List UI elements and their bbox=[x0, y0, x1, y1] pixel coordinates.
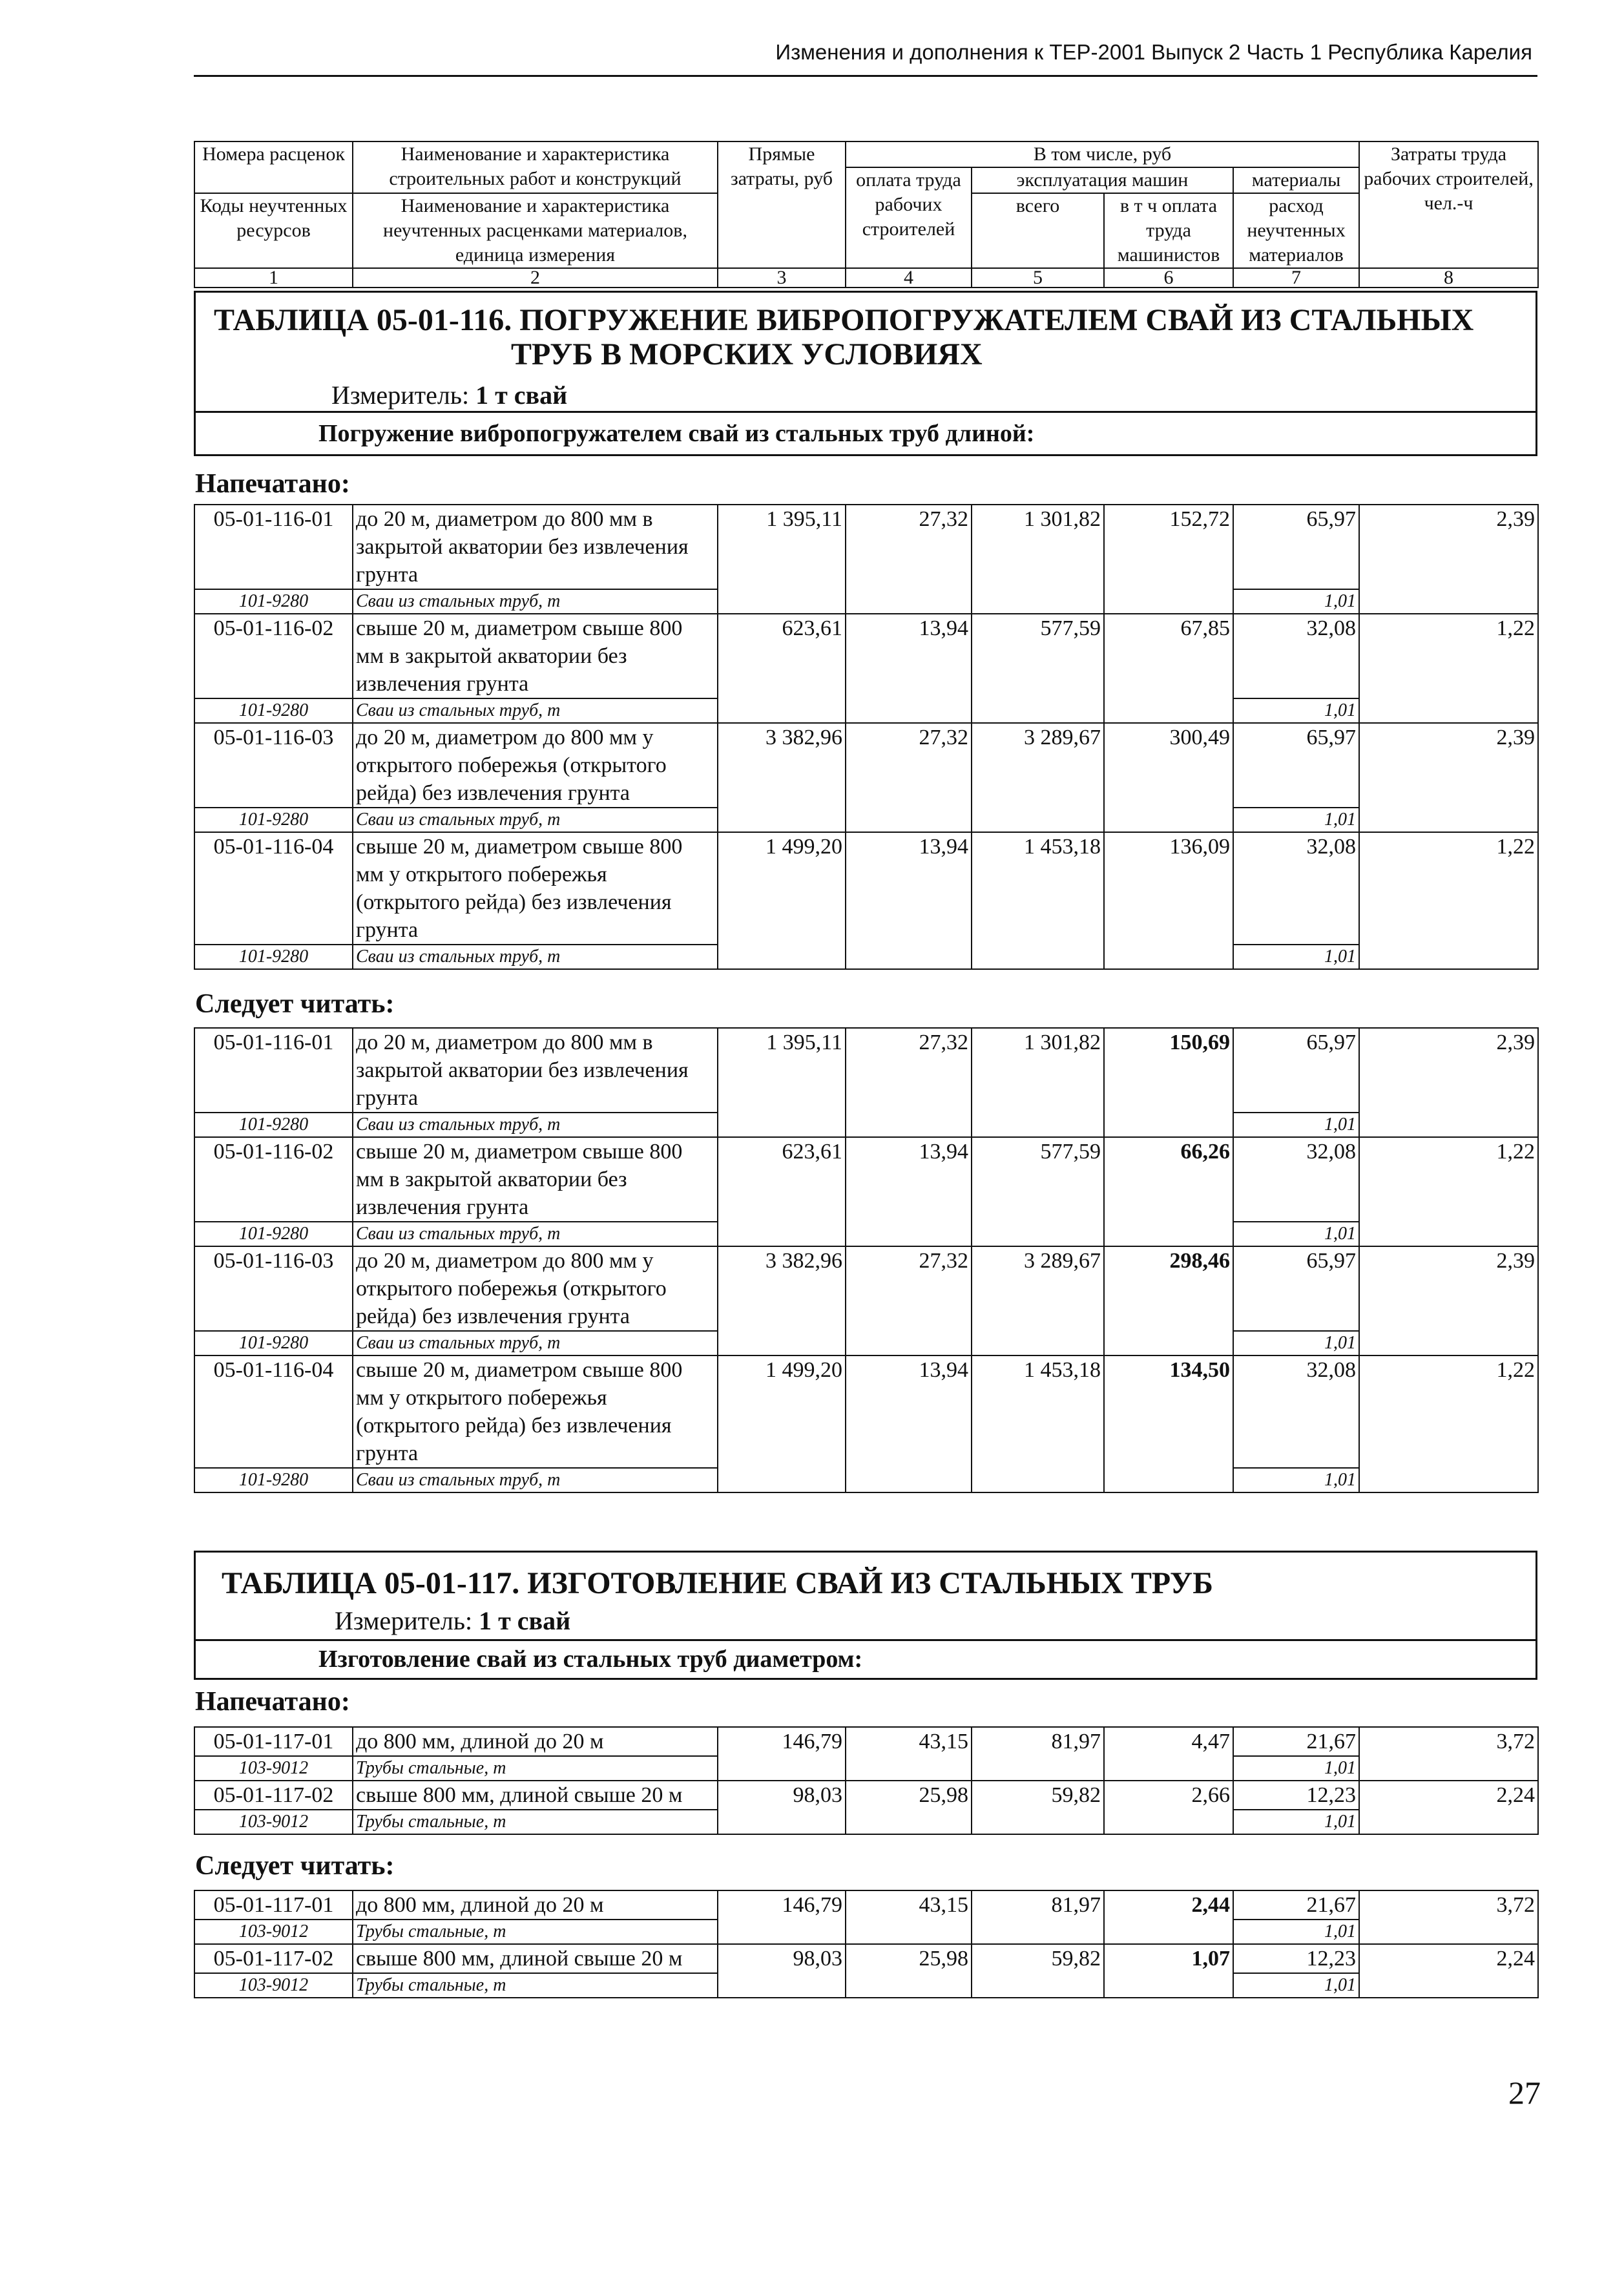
materials-cost: 65,97 bbox=[1233, 1246, 1359, 1331]
machines-header: эксплуатация машин bbox=[972, 167, 1233, 193]
table-row bbox=[194, 832, 1538, 945]
materials-cost: 21,67 bbox=[1233, 1727, 1359, 1756]
resource-code: 103-9012 bbox=[194, 1810, 353, 1834]
resource-quantity: 1,01 bbox=[1233, 1222, 1359, 1246]
machinist-labor-cost: 136,09 bbox=[1104, 832, 1233, 969]
table116-should-read-label: Следует читать: bbox=[195, 989, 395, 1019]
column-header-table bbox=[194, 141, 1539, 288]
labor-hours: 2,39 bbox=[1359, 723, 1538, 832]
col2-bottom-header: Наименование и характеристика неучтенных расценками материалов, единица измерения bbox=[353, 193, 718, 268]
materials-cost: 32,08 bbox=[1233, 1355, 1359, 1468]
labor-cost: 25,98 bbox=[846, 1944, 972, 1998]
resource-code: 101-9280 bbox=[194, 589, 353, 614]
work-description: до 800 мм, длиной до 20 м bbox=[353, 1890, 718, 1920]
resource-name: Трубы стальные, т bbox=[353, 1810, 718, 1834]
col-number: 8 bbox=[1359, 268, 1538, 288]
table-row bbox=[194, 1944, 1538, 1973]
machines-total: 81,97 bbox=[972, 1890, 1104, 1944]
table116-meter bbox=[331, 380, 567, 410]
resource-code: 103-9012 bbox=[194, 1920, 353, 1944]
resource-code: 103-9012 bbox=[194, 1973, 353, 1998]
direct-costs: 1 395,11 bbox=[718, 505, 846, 614]
machines-total: 81,97 bbox=[972, 1727, 1104, 1781]
rate-code: 05-01-116-04 bbox=[194, 832, 353, 945]
work-description: до 20 м, диаметром до 800 мм в закрытой акватории без извлечения грунта bbox=[353, 505, 718, 589]
work-description: свыше 20 м, диаметром свыше 800 мм в закрытой акватории без извлечения грунта bbox=[353, 1137, 718, 1222]
table-row bbox=[194, 614, 1538, 698]
resource-quantity: 1,01 bbox=[1233, 808, 1359, 832]
labor-hours: 1,22 bbox=[1359, 832, 1538, 969]
labor-cost: 13,94 bbox=[846, 1137, 972, 1246]
resource-quantity: 1,01 bbox=[1233, 698, 1359, 723]
materials-cost: 12,23 bbox=[1233, 1781, 1359, 1810]
resource-quantity: 1,01 bbox=[1233, 1756, 1359, 1781]
direct-costs: 146,79 bbox=[718, 1727, 846, 1781]
labor-cost: 13,94 bbox=[846, 1355, 972, 1492]
col4-header: оплата труда рабочих строителей bbox=[846, 167, 972, 268]
resource-name: Сваи из стальных труб, т bbox=[353, 945, 718, 969]
table117-printed bbox=[194, 1726, 1539, 1835]
resource-quantity: 1,01 bbox=[1233, 589, 1359, 614]
table-row bbox=[194, 1246, 1538, 1331]
machines-total: 577,59 bbox=[972, 1137, 1104, 1246]
table-row bbox=[194, 1028, 1538, 1113]
resource-quantity: 1,01 bbox=[1233, 1973, 1359, 1998]
materials-cost: 32,08 bbox=[1233, 614, 1359, 698]
work-description: свыше 20 м, диаметром свыше 800 мм у открытого побережья (открытого рейда) без извлечения грунта bbox=[353, 832, 718, 945]
resource-name: Сваи из стальных труб, т bbox=[353, 1468, 718, 1492]
rate-code: 05-01-116-03 bbox=[194, 723, 353, 808]
resource-name: Сваи из стальных труб, т bbox=[353, 1113, 718, 1137]
machines-total: 1 301,82 bbox=[972, 505, 1104, 614]
table116-title-line2: ТРУБ В МОРСКИХ УСЛОВИЯХ bbox=[511, 337, 983, 372]
machinist-labor-cost: 66,26 bbox=[1104, 1137, 1233, 1246]
resource-code: 101-9280 bbox=[194, 945, 353, 969]
meter-label: Измеритель: bbox=[335, 1606, 473, 1635]
resource-name: Сваи из стальных труб, т bbox=[353, 808, 718, 832]
direct-costs: 98,03 bbox=[718, 1781, 846, 1834]
rate-code: 05-01-117-02 bbox=[194, 1944, 353, 1973]
table117-title-box bbox=[194, 1551, 1537, 1680]
rate-code: 05-01-116-01 bbox=[194, 1028, 353, 1113]
table117-title: ТАБЛИЦА 05-01-117. ИЗГОТОВЛЕНИЕ СВАЙ ИЗ СТАЛЬНЫХ ТРУБ bbox=[222, 1566, 1213, 1600]
machines-total: 1 301,82 bbox=[972, 1028, 1104, 1137]
col8-header: Затраты труда рабочих строителей, чел.-ч bbox=[1359, 141, 1538, 268]
rate-code: 05-01-117-02 bbox=[194, 1781, 353, 1810]
col-number: 1 bbox=[194, 268, 353, 288]
header-rule bbox=[194, 75, 1537, 77]
table116-subtitle: Погружение вибропогружателем свай из стальных труб длиной: bbox=[318, 420, 1035, 447]
table-row bbox=[194, 1781, 1538, 1810]
machinist-labor-cost: 152,72 bbox=[1104, 505, 1233, 614]
labor-hours: 2,24 bbox=[1359, 1944, 1538, 1998]
col6-header: в т ч оплата труда машинистов bbox=[1104, 193, 1233, 268]
direct-costs: 1 499,20 bbox=[718, 1355, 846, 1492]
meter-value: 1 т свай bbox=[475, 381, 568, 410]
labor-hours: 2,39 bbox=[1359, 1246, 1538, 1355]
materials-cost: 65,97 bbox=[1233, 505, 1359, 589]
table-row bbox=[194, 1355, 1538, 1468]
col2-top-header: Наименование и характеристика строительных работ и конструкций bbox=[353, 141, 718, 193]
resource-quantity: 1,01 bbox=[1233, 945, 1359, 969]
incl-header: В том числе, руб bbox=[846, 141, 1359, 167]
machinist-labor-cost: 4,47 bbox=[1104, 1727, 1233, 1781]
work-description: до 20 м, диаметром до 800 мм у открытого побережья (открытого рейда) без извлечения грунта bbox=[353, 1246, 718, 1331]
col1-top-header: Номера расценок bbox=[194, 141, 353, 193]
rate-code: 05-01-116-03 bbox=[194, 1246, 353, 1331]
materials-cost: 32,08 bbox=[1233, 1137, 1359, 1222]
col3-header: Прямые затраты, руб bbox=[718, 141, 846, 268]
machinist-labor-cost: 134,50 bbox=[1104, 1355, 1233, 1492]
resource-quantity: 1,01 bbox=[1233, 1920, 1359, 1944]
labor-cost: 27,32 bbox=[846, 1028, 972, 1137]
labor-cost: 27,32 bbox=[846, 1246, 972, 1355]
meter-label: Измеритель: bbox=[331, 381, 470, 410]
labor-cost: 43,15 bbox=[846, 1727, 972, 1781]
work-description: свыше 800 мм, длиной свыше 20 м bbox=[353, 1944, 718, 1973]
resource-name: Сваи из стальных труб, т bbox=[353, 1331, 718, 1355]
labor-hours: 2,39 bbox=[1359, 1028, 1538, 1137]
direct-costs: 3 382,96 bbox=[718, 723, 846, 832]
labor-hours: 1,22 bbox=[1359, 1137, 1538, 1246]
resource-code: 101-9280 bbox=[194, 1113, 353, 1137]
rate-code: 05-01-117-01 bbox=[194, 1727, 353, 1756]
resource-code: 101-9280 bbox=[194, 1331, 353, 1355]
labor-cost: 43,15 bbox=[846, 1890, 972, 1944]
machinist-labor-cost: 1,07 bbox=[1104, 1944, 1233, 1998]
labor-cost: 27,32 bbox=[846, 723, 972, 832]
materials-cost: 32,08 bbox=[1233, 832, 1359, 945]
running-header: Изменения и дополнения к ТЕР-2001 Выпуск 2 Часть 1 Республика Карелия bbox=[775, 40, 1532, 64]
rate-code: 05-01-116-04 bbox=[194, 1355, 353, 1468]
machines-total: 3 289,67 bbox=[972, 1246, 1104, 1355]
machinist-labor-cost: 300,49 bbox=[1104, 723, 1233, 832]
table-row bbox=[194, 505, 1538, 589]
labor-hours: 2,39 bbox=[1359, 505, 1538, 614]
meter-value: 1 т свай bbox=[479, 1606, 571, 1635]
resource-name: Сваи из стальных труб, т bbox=[353, 589, 718, 614]
col-number: 6 bbox=[1104, 268, 1233, 288]
resource-code: 103-9012 bbox=[194, 1756, 353, 1781]
work-description: свыше 20 м, диаметром свыше 800 мм в закрытой акватории без извлечения грунта bbox=[353, 614, 718, 698]
rate-code: 05-01-116-02 bbox=[194, 614, 353, 698]
col-number: 3 bbox=[718, 268, 846, 288]
rate-code: 05-01-117-01 bbox=[194, 1890, 353, 1920]
col-number: 4 bbox=[846, 268, 972, 288]
col5-header: всего bbox=[972, 193, 1104, 268]
table116-printed-label: Напечатано: bbox=[195, 469, 350, 499]
page-number: 27 bbox=[1508, 2075, 1541, 2111]
machinist-labor-cost: 2,44 bbox=[1104, 1890, 1233, 1944]
resource-code: 101-9280 bbox=[194, 1468, 353, 1492]
materials-header: материалы bbox=[1233, 167, 1359, 193]
table-row bbox=[194, 1727, 1538, 1756]
direct-costs: 98,03 bbox=[718, 1944, 846, 1998]
machines-total: 1 453,18 bbox=[972, 1355, 1104, 1492]
machines-total: 1 453,18 bbox=[972, 832, 1104, 969]
resource-quantity: 1,01 bbox=[1233, 1331, 1359, 1355]
table-row bbox=[194, 1890, 1538, 1920]
direct-costs: 1 499,20 bbox=[718, 832, 846, 969]
machinist-labor-cost: 2,66 bbox=[1104, 1781, 1233, 1834]
title-divider bbox=[196, 1639, 1536, 1641]
work-description: до 20 м, диаметром до 800 мм в закрытой акватории без извлечения грунта bbox=[353, 1028, 718, 1113]
materials-cost: 65,97 bbox=[1233, 1028, 1359, 1113]
labor-cost: 27,32 bbox=[846, 505, 972, 614]
direct-costs: 1 395,11 bbox=[718, 1028, 846, 1137]
col1-bottom-header: Коды неучтенных ресурсов bbox=[194, 193, 353, 268]
title-divider bbox=[196, 411, 1536, 413]
table116-printed bbox=[194, 504, 1539, 970]
work-description: до 800 мм, длиной до 20 м bbox=[353, 1727, 718, 1756]
resource-quantity: 1,01 bbox=[1233, 1113, 1359, 1137]
resource-quantity: 1,01 bbox=[1233, 1810, 1359, 1834]
materials-cost: 12,23 bbox=[1233, 1944, 1359, 1973]
rate-code: 05-01-116-01 bbox=[194, 505, 353, 589]
labor-cost: 25,98 bbox=[846, 1781, 972, 1834]
direct-costs: 146,79 bbox=[718, 1890, 846, 1944]
machinist-labor-cost: 150,69 bbox=[1104, 1028, 1233, 1137]
table116-title: ТАБЛИЦА 05-01-116. ПОГРУЖЕНИЕ ВИБРОПОГРУЖАТЕЛЕМ СВАЙ ИЗ СТАЛЬНЫХ bbox=[214, 303, 1474, 337]
direct-costs: 623,61 bbox=[718, 614, 846, 723]
work-description: свыше 800 мм, длиной свыше 20 м bbox=[353, 1781, 718, 1810]
labor-hours: 1,22 bbox=[1359, 614, 1538, 723]
table117-printed-label: Напечатано: bbox=[195, 1687, 350, 1717]
labor-cost: 13,94 bbox=[846, 832, 972, 969]
resource-quantity: 1,01 bbox=[1233, 1468, 1359, 1492]
table-row bbox=[194, 723, 1538, 808]
col-number: 7 bbox=[1233, 268, 1359, 288]
resource-name: Трубы стальные, т bbox=[353, 1756, 718, 1781]
resource-name: Трубы стальные, т bbox=[353, 1920, 718, 1944]
machinist-labor-cost: 67,85 bbox=[1104, 614, 1233, 723]
resource-name: Сваи из стальных труб, т bbox=[353, 1222, 718, 1246]
table117-meter bbox=[335, 1606, 570, 1636]
col-number: 2 bbox=[353, 268, 718, 288]
table-row bbox=[194, 1137, 1538, 1222]
materials-cost: 21,67 bbox=[1233, 1890, 1359, 1920]
direct-costs: 623,61 bbox=[718, 1137, 846, 1246]
machines-total: 3 289,67 bbox=[972, 723, 1104, 832]
col7-header: расход неучтенных материалов bbox=[1233, 193, 1359, 268]
table117-corrected bbox=[194, 1890, 1539, 1998]
work-description: до 20 м, диаметром до 800 мм у открытого побережья (открытого рейда) без извлечения грунта bbox=[353, 723, 718, 808]
resource-code: 101-9280 bbox=[194, 698, 353, 723]
table117-subtitle: Изготовление свай из стальных труб диаметром: bbox=[318, 1646, 863, 1673]
labor-cost: 13,94 bbox=[846, 614, 972, 723]
machines-total: 577,59 bbox=[972, 614, 1104, 723]
machines-total: 59,82 bbox=[972, 1944, 1104, 1998]
work-description: свыше 20 м, диаметром свыше 800 мм у открытого побережья (открытого рейда) без извлечения грунта bbox=[353, 1355, 718, 1468]
labor-hours: 3,72 bbox=[1359, 1727, 1538, 1781]
resource-name: Трубы стальные, т bbox=[353, 1973, 718, 1998]
labor-hours: 2,24 bbox=[1359, 1781, 1538, 1834]
table117-should-read-label: Следует читать: bbox=[195, 1851, 395, 1881]
machines-total: 59,82 bbox=[972, 1781, 1104, 1834]
resource-code: 101-9280 bbox=[194, 1222, 353, 1246]
labor-hours: 1,22 bbox=[1359, 1355, 1538, 1492]
direct-costs: 3 382,96 bbox=[718, 1246, 846, 1355]
labor-hours: 3,72 bbox=[1359, 1890, 1538, 1944]
table116-corrected bbox=[194, 1027, 1539, 1493]
materials-cost: 65,97 bbox=[1233, 723, 1359, 808]
col-number: 5 bbox=[972, 268, 1104, 288]
table116-title-box bbox=[194, 291, 1537, 456]
rate-code: 05-01-116-02 bbox=[194, 1137, 353, 1222]
machinist-labor-cost: 298,46 bbox=[1104, 1246, 1233, 1355]
resource-name: Сваи из стальных труб, т bbox=[353, 698, 718, 723]
resource-code: 101-9280 bbox=[194, 808, 353, 832]
